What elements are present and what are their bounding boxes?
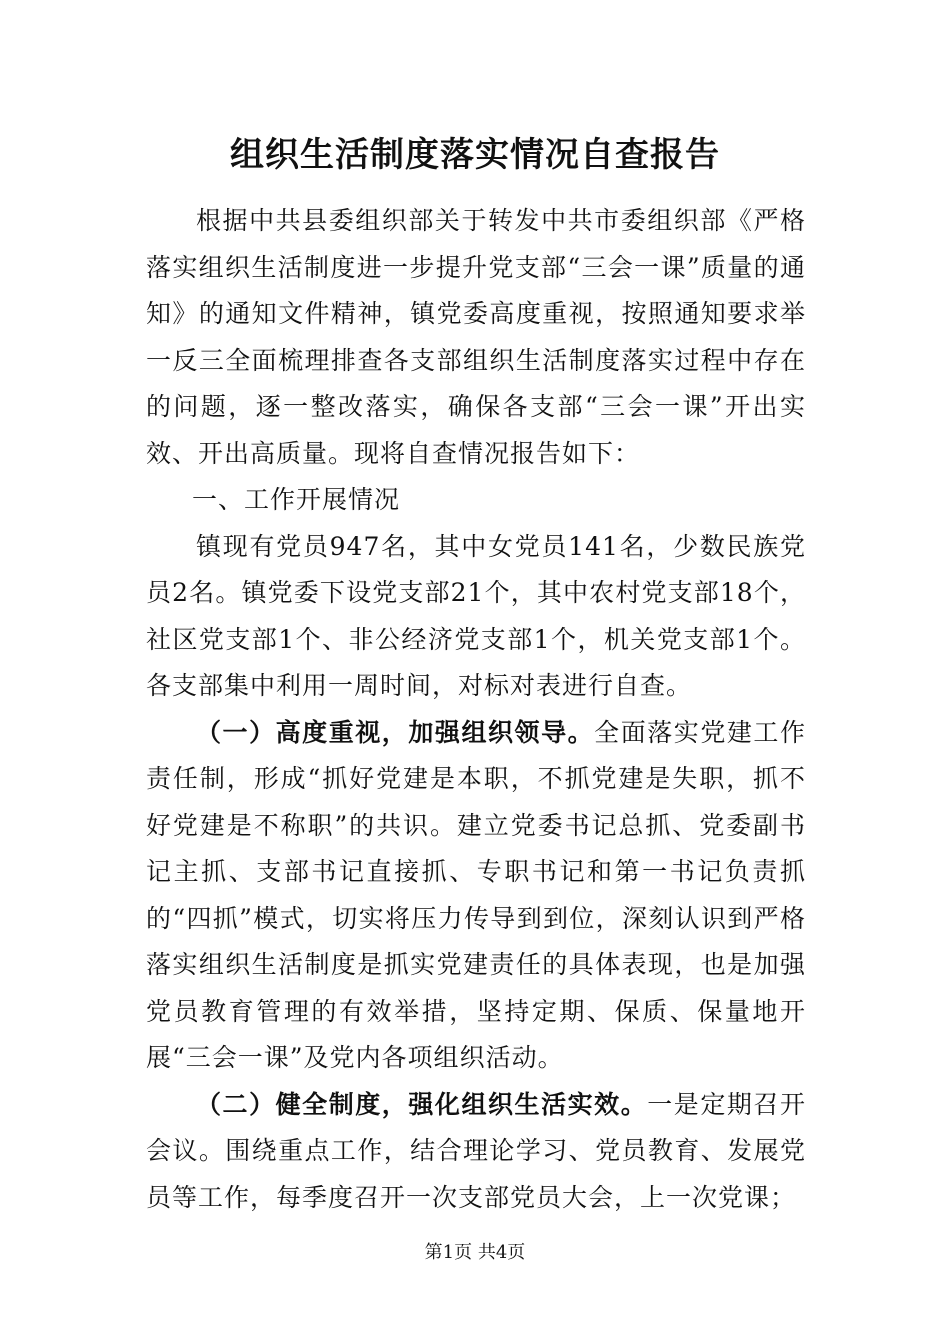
subsection-paragraph-2	[146, 1082, 806, 1222]
subsection-lead-1: （一）高度重视，加强组织领导。	[196, 717, 595, 747]
document-body	[146, 198, 806, 1221]
subsection-paragraph-1	[146, 710, 806, 1082]
section-paragraph-party-members: 镇现有党员947名，其中女党员141名，少数民族党员2名。镇党委下设党支部21个，其中农村党支部18个，社区党支部1个、非公经济党支部1个，机关党支部1个。各支部集中利用一周时间，对标对表进行自查。	[146, 531, 806, 700]
section-heading-work-status: 一、工作开展情况	[192, 485, 401, 514]
page-footer: 第1页 共4页	[424, 1242, 526, 1263]
subsection-text-2: 一是定期召开会议。围绕重点工作，结合理论学习、党员教育、发展党员等工作，每季度召开一次支部党员大会，上一次党课；	[146, 1089, 806, 1212]
subsection-lead-2: （二）健全制度，强化组织生活实效。	[196, 1089, 648, 1119]
subsection-text-1: 全面落实党建工作责任制，形成“抓好党建是本职，不抓党建是失职，抓不好党建是不称职”的共识。建立党委书记总抓、党委副书记主抓、支部书记直接抓、专职书记和第一书记负责抓的“四抓”模式，切实将压力传导到到位，深刻认识到严格落实组织生活制度是抓实党建责任的具体表现，也是加强党员教育管理的有效举措，坚持定期、保质、保量地开展“三会一课”及党内各项组织活动。	[146, 717, 806, 1072]
document-title: 组织生活制度落实情况自查报告	[230, 135, 720, 175]
intro-paragraph: 根据中共县委组织部关于转发中共市委组织部《严格落实组织生活制度进一步提升党支部“三会一课”质量的通知》的通知文件精神，镇党委高度重视，按照通知要求举一反三全面梳理排查各支部组织生活制度落实过程中存在的问题，逐一整改落实，确保各支部“三会一课”开出实效、开出高质量。现将自查情况报告如下：	[146, 206, 806, 468]
